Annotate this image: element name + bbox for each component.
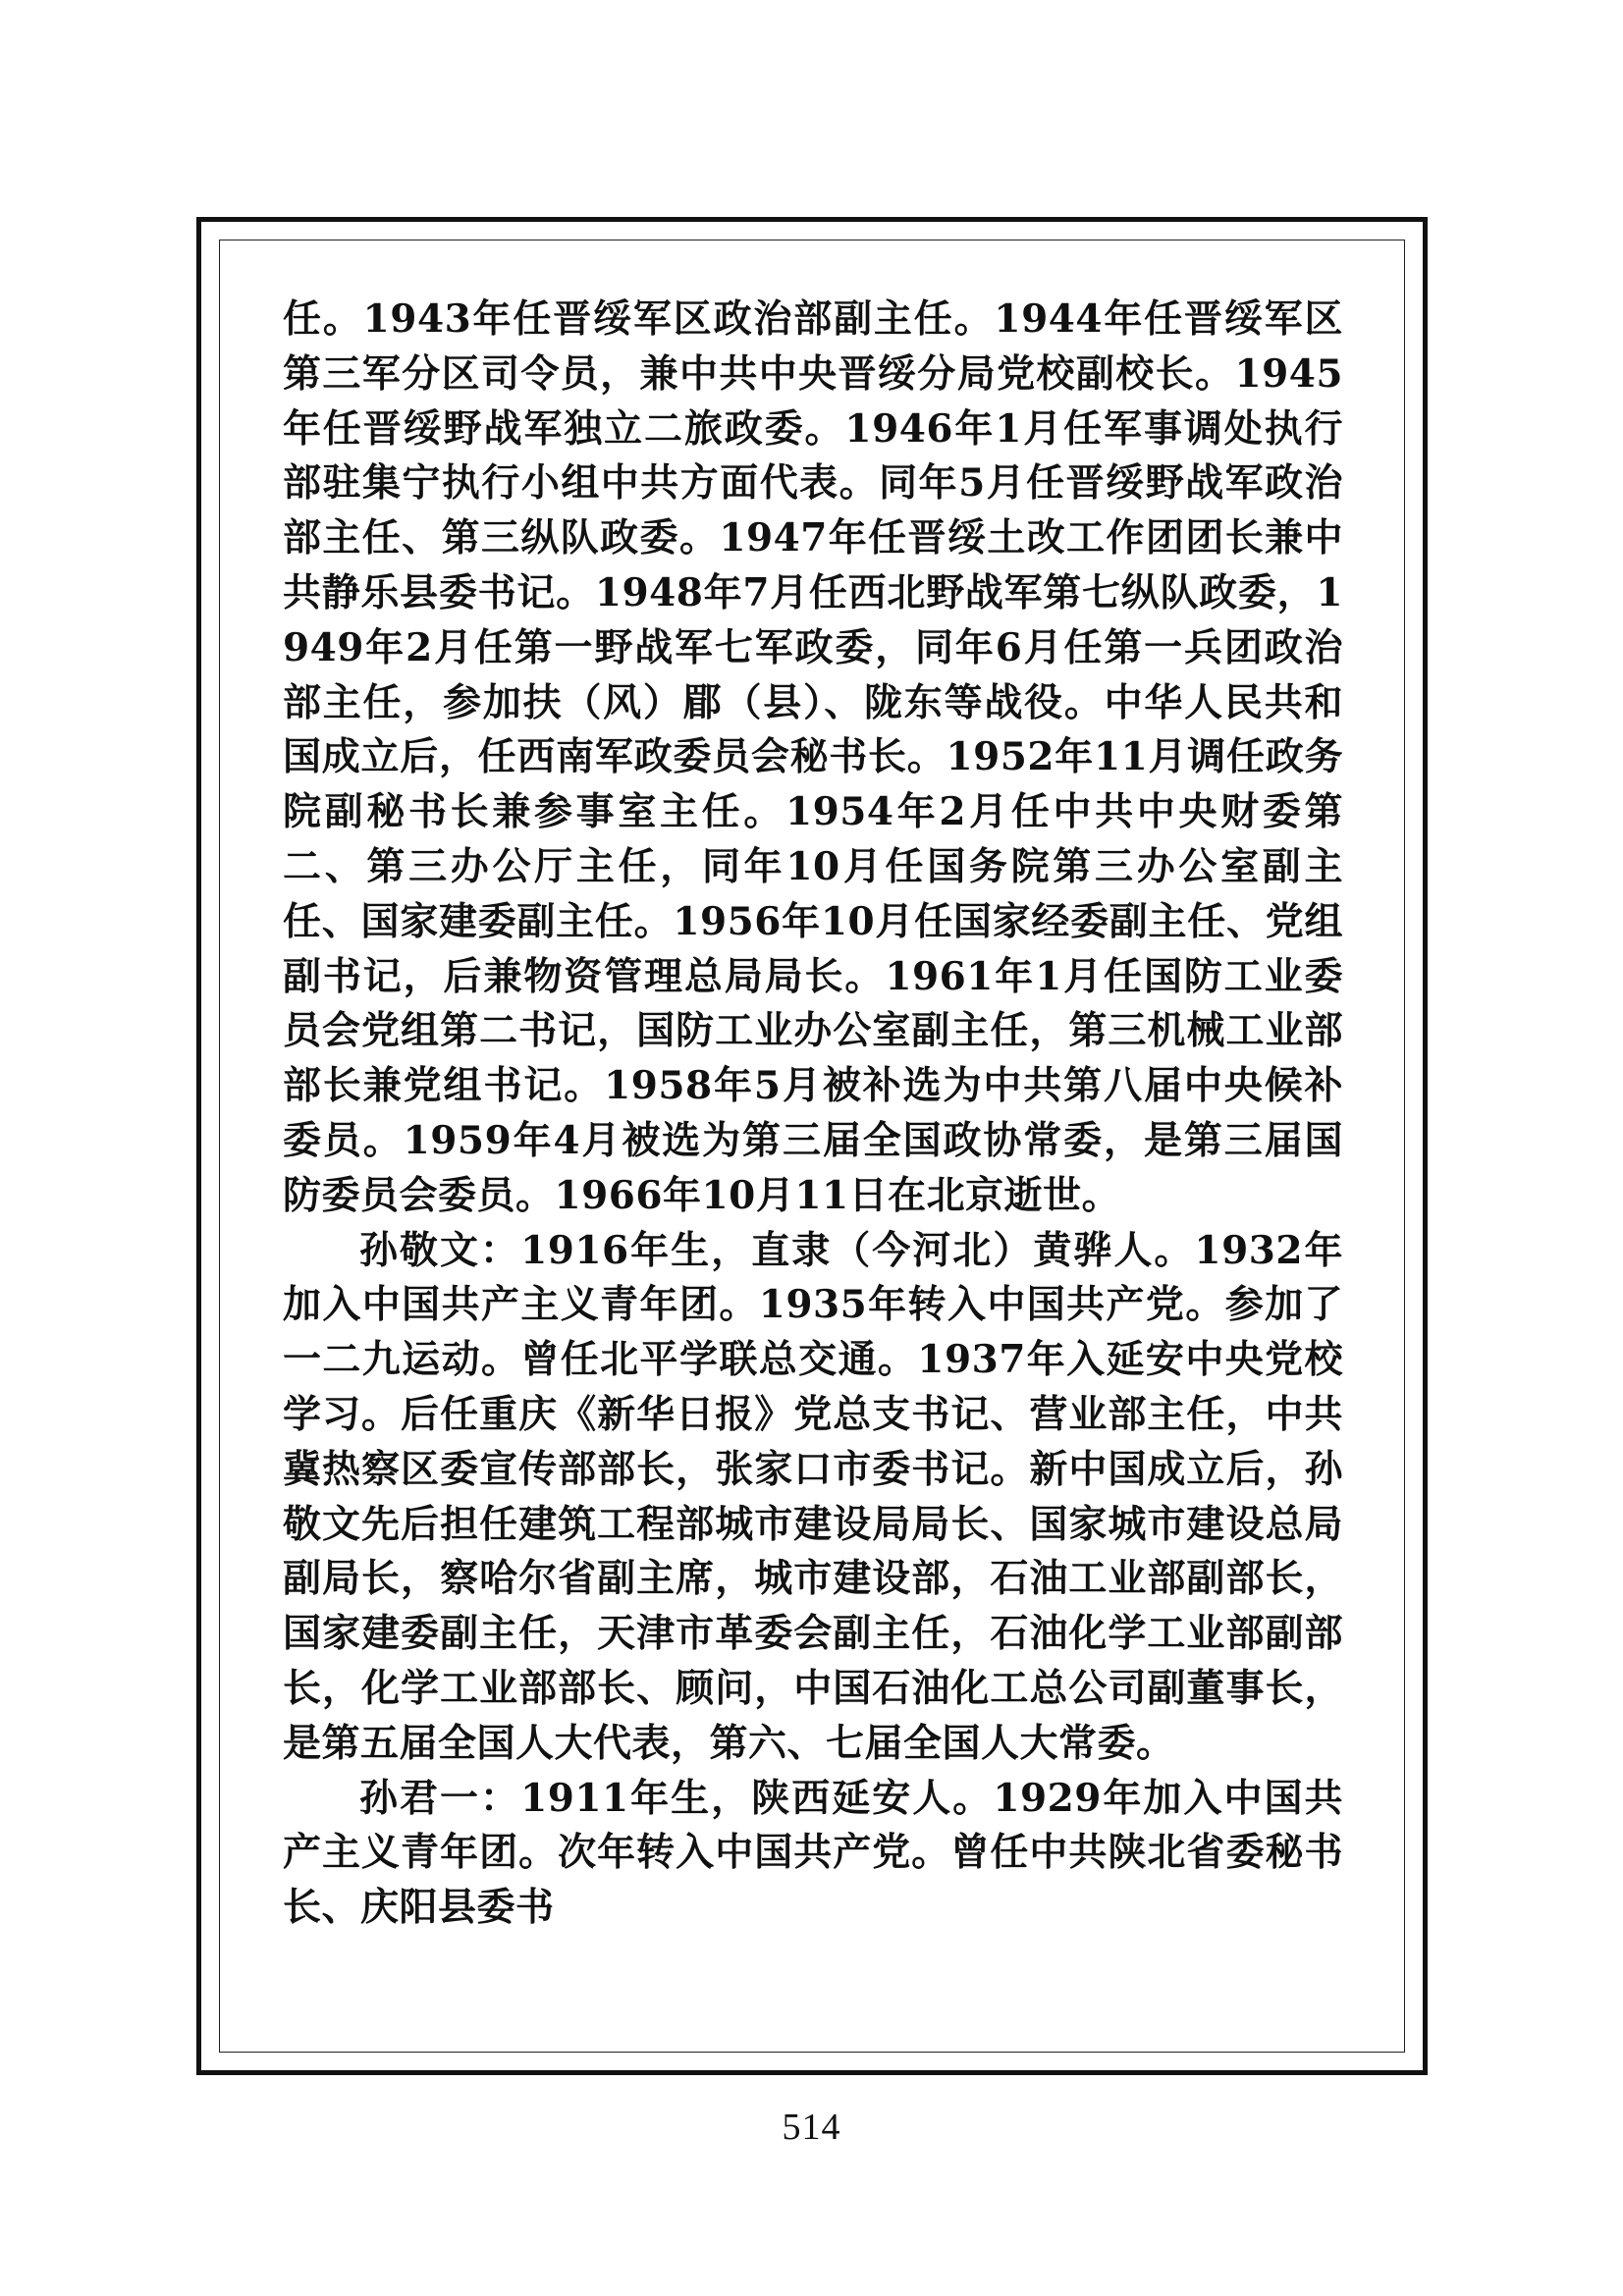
paragraph-continuation: 任。1943年任晋绥军区政治部副主任。1944年任晋绥军区第三军分区司令员，兼中共中央晋绥分局党校副校长。1945年任晋绥野战军独立二旅政委。1946年1月任军事调处执行部驻集宁执行小组中共方面代表。同年5月任晋绥野战军政治部主任、第三纵队政委。1947年任晋绥土改工作团团长兼中共静乐县委书记。1948年7月任西北野战军第七纵队政委，1949年2月任第一野战军七军政委，同年6月任第一兵团政治部主任，参加扶（风）郿（县）、陇东等战役。中华人民共和国成立后，任西南军政委员会秘书长。1952年11月调任政务院副秘书长兼参事室主任。1954年2月任中共中央财委第二、第三办公厅主任，同年10月任国务院第三办公室副主任、国家建委副主任。1956年10月任国家经委副主任、党组副书记，后兼物资管理总局局长。1961年1月任国防工业委员会党组第二书记，国防工业办公室副主任，第三机械工业部部长兼党组书记。1958年5月被补选为中共第八届中央候补委员。1959年4月被选为第三届全国政协常委，是第三届国防委员会委员。1966年10月11日在北京逝世。 — [283, 296, 1343, 1218]
page-number: 514 — [782, 2107, 841, 2148]
paragraph-sun-junyi: 孙君一：1911年生，陕西延安人。1929年加入中国共产主义青年团。次年转入中国共产党。曾任中共陕北省委秘书长、庆阳县委书 — [283, 1775, 1343, 1931]
paragraph-sun-jingwen: 孙敬文：1916年生，直隶（今河北）黄骅人。1932年加入中国共产主义青年团。1935年转入中国共产党。参加了一二九运动。曾任北平学联总交通。1937年入延安中央党校学习。后任重庆《新华日报》党总支书记、营业部主任，中共冀热察区委宣传部部长，张家口市委书记。新中国成立后，孙敬文先后担任建筑工程部城市建设局局长、国家城市建设总局副局长，察哈尔省副主席，城市建设部，石油工业部副部长，国家建委副主任，天津市革委会副主任，石油化学工业部副部长，化学工业部部长、顾问，中国石油化工总公司副董事长，是第五届全国人大代表，第六、七届全国人大常委。 — [283, 1227, 1343, 1766]
body-text — [283, 293, 1343, 1936]
